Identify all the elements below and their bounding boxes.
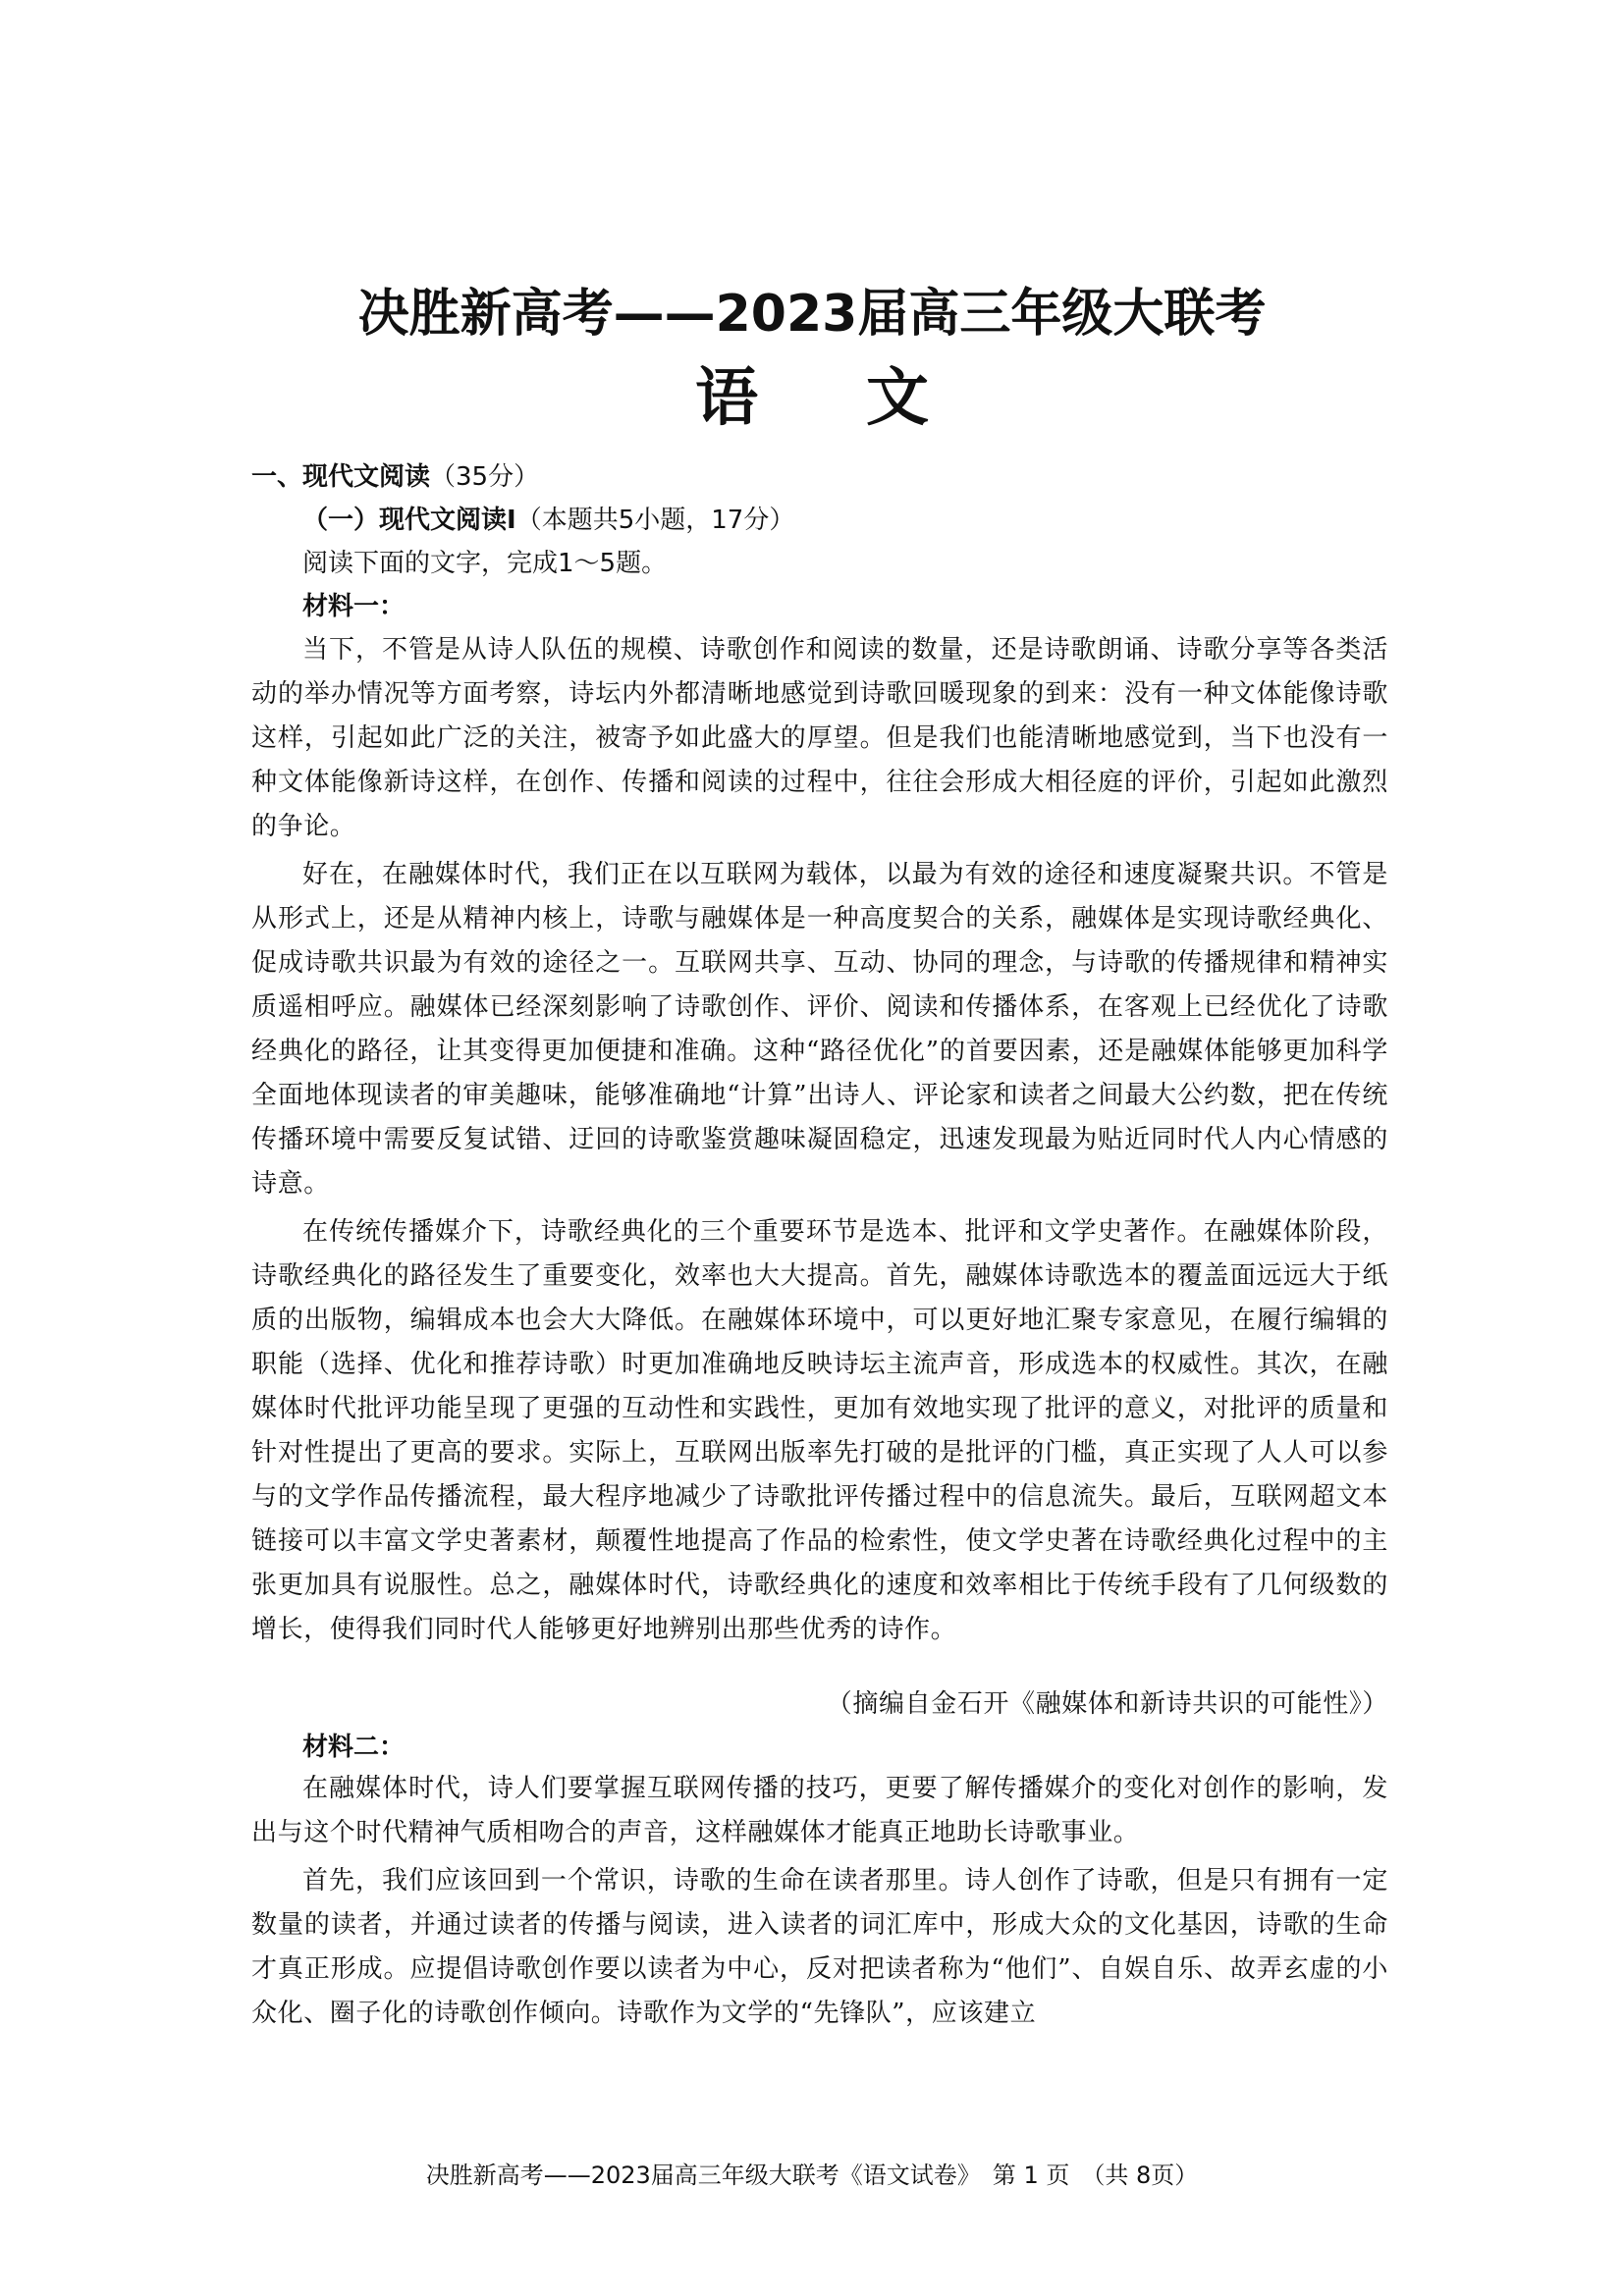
part-heading xyxy=(302,503,794,538)
section-score: （35分） xyxy=(430,462,540,492)
material-one-paragraph: 好在，在融媒体时代，我们正在以互联网为载体，以最为有效的途径和速度凝聚共识。不管是从形式上，还是从精神内核上，诗歌与融媒体是一种高度契合的关系，融媒体是实现诗歌经典化、促成诗歌共识最为有效的途径之一。互联网共享、互动、协同的理念，与诗歌的传播规律和精神实质遥相呼应。融媒体已经深刻影响了诗歌创作、评价、阅读和传播体系，在客观上已经优化了诗歌经典化的路径，让其变得更加便捷和准确。这种“路径优化”的首要因素，还是融媒体能够更加科学全面地体现读者的审美趣味，能够准确地“计算”出诗人、评论家和读者之间最大公约数，把在传统传播环境中需要反复试错、迂回的诗歌鉴赏趣味凝固稳定，迅速发现最为贴近同时代人内心情感的诗意。 xyxy=(251,860,1388,1199)
exam-title: 决胜新高考——2023届高三年级大联考 xyxy=(357,285,1267,344)
section-heading-label: 一、现代文阅读 xyxy=(251,462,431,492)
material-two-paragraph: 首先，我们应该回到一个常识，诗歌的生命在读者那里。诗人创作了诗歌，但是只有拥有一定数量的读者，并通过读者的传播与阅读，进入读者的词汇库中，形成大众的文化基因，诗歌的生命才真正形成。应提倡诗歌创作要以读者为中心，反对把读者称为“他们”、自娱自乐、故弄玄虚的小众化、圈子化的诗歌创作倾向。诗歌作为文学的“先锋队”，应该建立 xyxy=(251,1866,1388,2028)
section-heading xyxy=(251,459,539,495)
material-one-source: （摘编自金石开《融媒体和新诗共识的可能性》） xyxy=(826,1689,1388,1719)
material-one-paragraph: 在传统传播媒介下，诗歌经典化的三个重要环节是选本、批评和文学史著作。在融媒体阶段，诗歌经典化的路径发生了重要变化，效率也大大提高。首先，融媒体诗歌选本的覆盖面远远大于纸质的出版物，编辑成本也会大大降低。在融媒体环境中，可以更好地汇聚专家意见，在履行编辑的职能（选择、优化和推荐诗歌）时更加准确地反映诗坛主流声音，形成选本的权威性。其次，在融媒体时代批评功能呈现了更强的互动性和实践性，更加有效地实现了批评的意义，对批评的质量和针对性提出了更高的要求。实际上，互联网出版率先打破的是批评的门槛，真正实现了人人可以参与的文学作品传播流程，最大程序地减少了诗歌批评传播过程中的信息流失。最后，互联网超文本链接可以丰富文学史著素材，颠覆性地提高了作品的检索性，使文学史著在诗歌经典化过程中的主张更加具有说服性。总之，融媒体时代，诗歌经典化的速度和效率相比于传统手段有了几何级数的增长，使得我们同时代人能够更好地辨别出那些优秀的诗作。 xyxy=(251,1217,1388,1644)
material-two-label: 材料二： xyxy=(302,1733,406,1762)
material-two-paragraph: 在融媒体时代，诗人们要掌握互联网传播的技巧，更要了解传播媒介的变化对创作的影响，发出与这个时代精神气质相吻合的声音，这样融媒体才能真正地助长诗歌事业。 xyxy=(251,1774,1388,1847)
material-one-body xyxy=(251,628,1388,1652)
material-two-body xyxy=(251,1767,1388,2036)
reading-instruction: 阅读下面的文字，完成1～5题。 xyxy=(302,549,668,578)
subject-title: 语文 xyxy=(695,362,1037,435)
part-score: （本题共5小题，17分） xyxy=(515,506,795,535)
page-footer: 决胜新高考——2023届高三年级大联考《语文试卷》 第 1 页 （共 8页） xyxy=(425,2162,1199,2189)
part-heading-label: （一）现代文阅读Ⅰ xyxy=(302,506,516,535)
material-one-label: 材料一： xyxy=(302,592,406,621)
material-one-paragraph: 当下，不管是从诗人队伍的规模、诗歌创作和阅读的数量，还是诗歌朗诵、诗歌分享等各类活动的举办情况等方面考察，诗坛内外都清晰地感觉到诗歌回暖现象的到来：没有一种文体能像诗歌这样，引起如此广泛的关注，被寄予如此盛大的厚望。但是我们也能清晰地感觉到，当下也没有一种文体能像新诗这样，在创作、传播和阅读的过程中，往往会形成大相径庭的评价，引起如此激烈的争论。 xyxy=(251,635,1388,841)
